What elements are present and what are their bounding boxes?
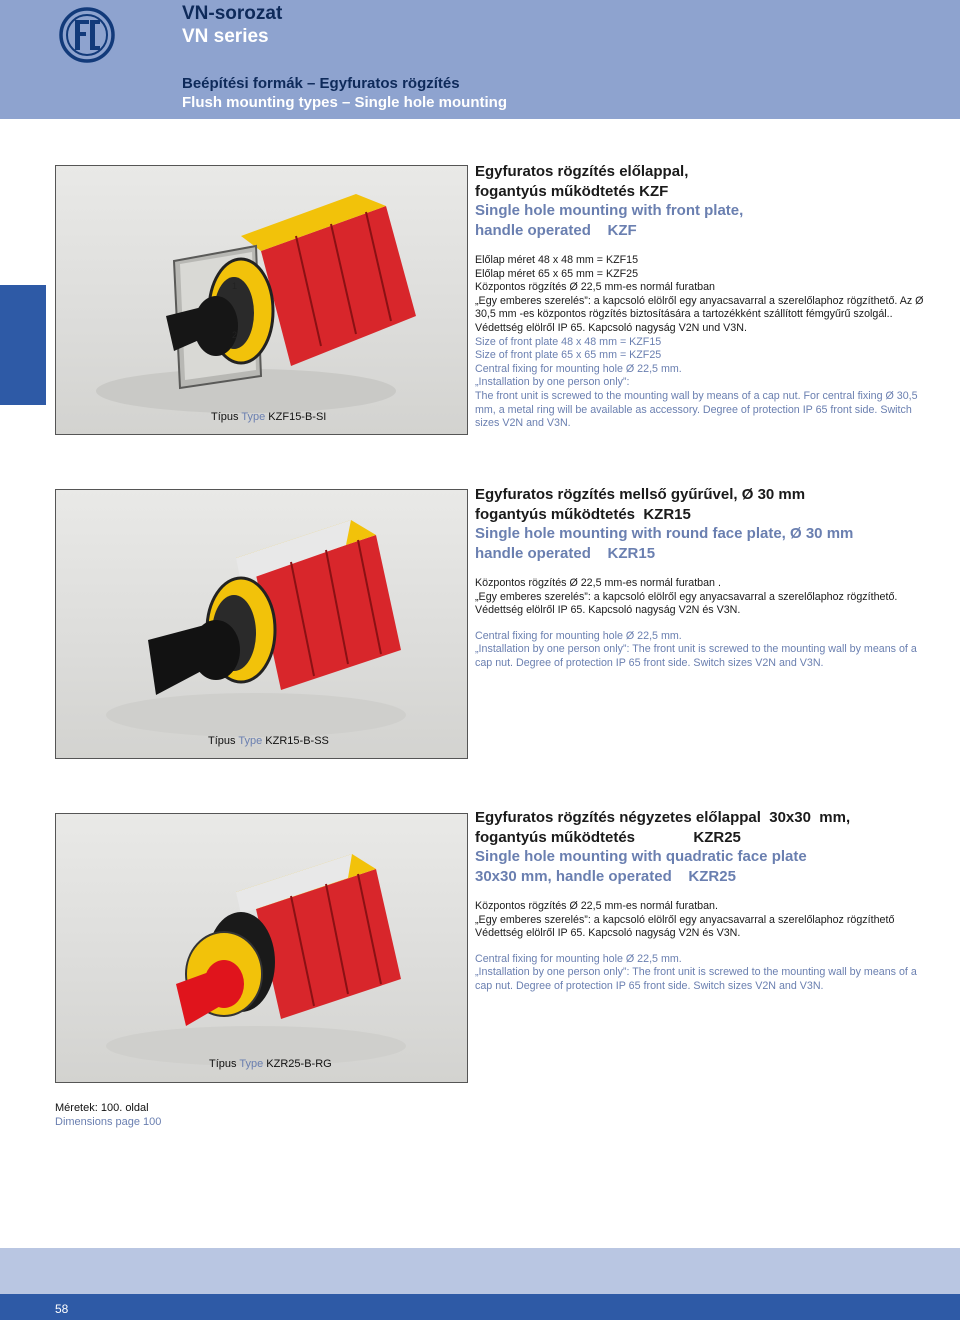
product-text-kzr25 [475,808,925,994]
product-body-hu: Központos rögzítés Ø 22,5 mm-es normál furatban. „Egy emberes szerelés”: a kapcsoló elölről egy anyacsavarral a szerelőlaphoz rögzíthető Védettség elölről IP 65. Kapcsoló nagyság V2N és V3N. [475,900,895,940]
product-body-en: Central fixing for mounting hole Ø 22,5 mm. „Installation by one person only”: The front unit is screwed to the mounting wall by means of a cap nut. Degree of protection IP 65 front side. Switch sizes V2N and V3N. [475,952,917,992]
type-code: KZR25-B-RG [266,1058,332,1070]
rotary-switch-image [56,490,467,758]
mounting-title-hu: Beépítési formák – Egyfuratos rögzítés [182,75,460,92]
dimensions-reference-hu: Méretek: 100. oldal [55,1102,149,1114]
product-title-hu: Egyfuratos rögzítés előlappal, fogantyús működtetés KZF [475,163,689,200]
mounting-title-en: Flush mounting types – Single hole mounting [182,94,507,111]
footer-band [0,1248,960,1294]
svg-text:1: 1 [232,281,238,291]
svg-text:2: 2 [232,330,238,340]
type-label-hu: Típus [211,411,239,423]
rotary-switch-image [56,166,467,434]
product-photo-kzr25 [55,813,468,1083]
product-body-en: Central fixing for mounting hole Ø 22,5 mm. „Installation by one person only”: The front unit is screwed to the mounting wall by means of a cap nut. Degree of protection IP 65 front side. Switch sizes V2N and V3N. [475,629,917,669]
product-body-en: Size of front plate 48 x 48 mm = KZF15 Size of front plate 65 x 65 mm = KZF25 Central fixing for mounting hole Ø 22,5 mm. „Installation by one person only”: The front unit is screwed to the mounting wall by means of a cap nut. For central fixing Ø 30,5 mm, a metal ring will be available as accessory. Degree of protection IP 65 front side. Switch sizes V2N and V3N. [475,335,918,430]
type-label-en: Type [239,1058,264,1070]
product-text-kzf [475,162,925,431]
product-title-hu: Egyfuratos rögzítés négyzetes előlappal 30x30 mm, fogantyús működtetés KZR25 [475,809,851,846]
product-photo-kzf [55,165,468,435]
company-logo [58,6,116,64]
series-title-hu: VN-sorozat [182,3,283,24]
type-code: KZF15-B-SI [268,411,327,423]
type-label-hu: Típus [209,1058,237,1070]
product-title-en: Single hole mounting with round face plate, Ø 30 mm handle operated KZR15 [475,525,854,562]
type-label-en: Type [238,735,263,747]
footer-bar [0,1294,960,1320]
product-caption-kzr15 [208,735,329,747]
product-title-en: Single hole mounting with front plate, handle operated KZF [475,202,744,239]
product-caption-kzf [211,411,326,423]
side-tab [0,285,46,405]
type-label-hu: Típus [208,735,236,747]
type-code: KZR15-B-SS [265,735,329,747]
product-title-en: Single hole mounting with quadratic face plate 30x30 mm, handle operated KZR25 [475,848,807,885]
product-text-kzr15 [475,485,925,671]
page-header [0,0,960,119]
product-caption-kzr25 [209,1058,332,1070]
product-title-hu: Egyfuratos rögzítés mellső gyűrűvel, Ø 30 mm fogantyús működtetés KZR15 [475,486,806,523]
product-body-hu: Előlap méret 48 x 48 mm = KZF15 Előlap méret 65 x 65 mm = KZF25 Központos rögzítés Ø 22,5 mm-es normál furatban „Egy emberes szerelés”: a kapcsoló elölről egy anyacsavarral a szerelőlaphoz rögzíthető. Az Ø 30,5 mm -es központos rögzítés biztosítására a tartozékként szállított fémgyűrű szolgál.. Védettség elölről IP 65. Kapcsoló nagyság V2N und V3N. [475,254,924,334]
series-title-en: VN series [182,26,269,47]
rotary-switch-image [56,814,467,1082]
page-number: 58 [55,1302,69,1316]
product-photo-kzr15 [55,489,468,759]
product-body-hu: Központos rögzítés Ø 22,5 mm-es normál furatban . „Egy emberes szerelés”: a kapcsoló elölről egy anyacsavarral a szerelőlaphoz rögzíthető. Védettség elölről IP 65. Kapcsoló nagyság V2N és V3N. [475,577,898,617]
dimensions-reference-en: Dimensions page 100 [55,1116,162,1128]
type-label-en: Type [241,411,266,423]
